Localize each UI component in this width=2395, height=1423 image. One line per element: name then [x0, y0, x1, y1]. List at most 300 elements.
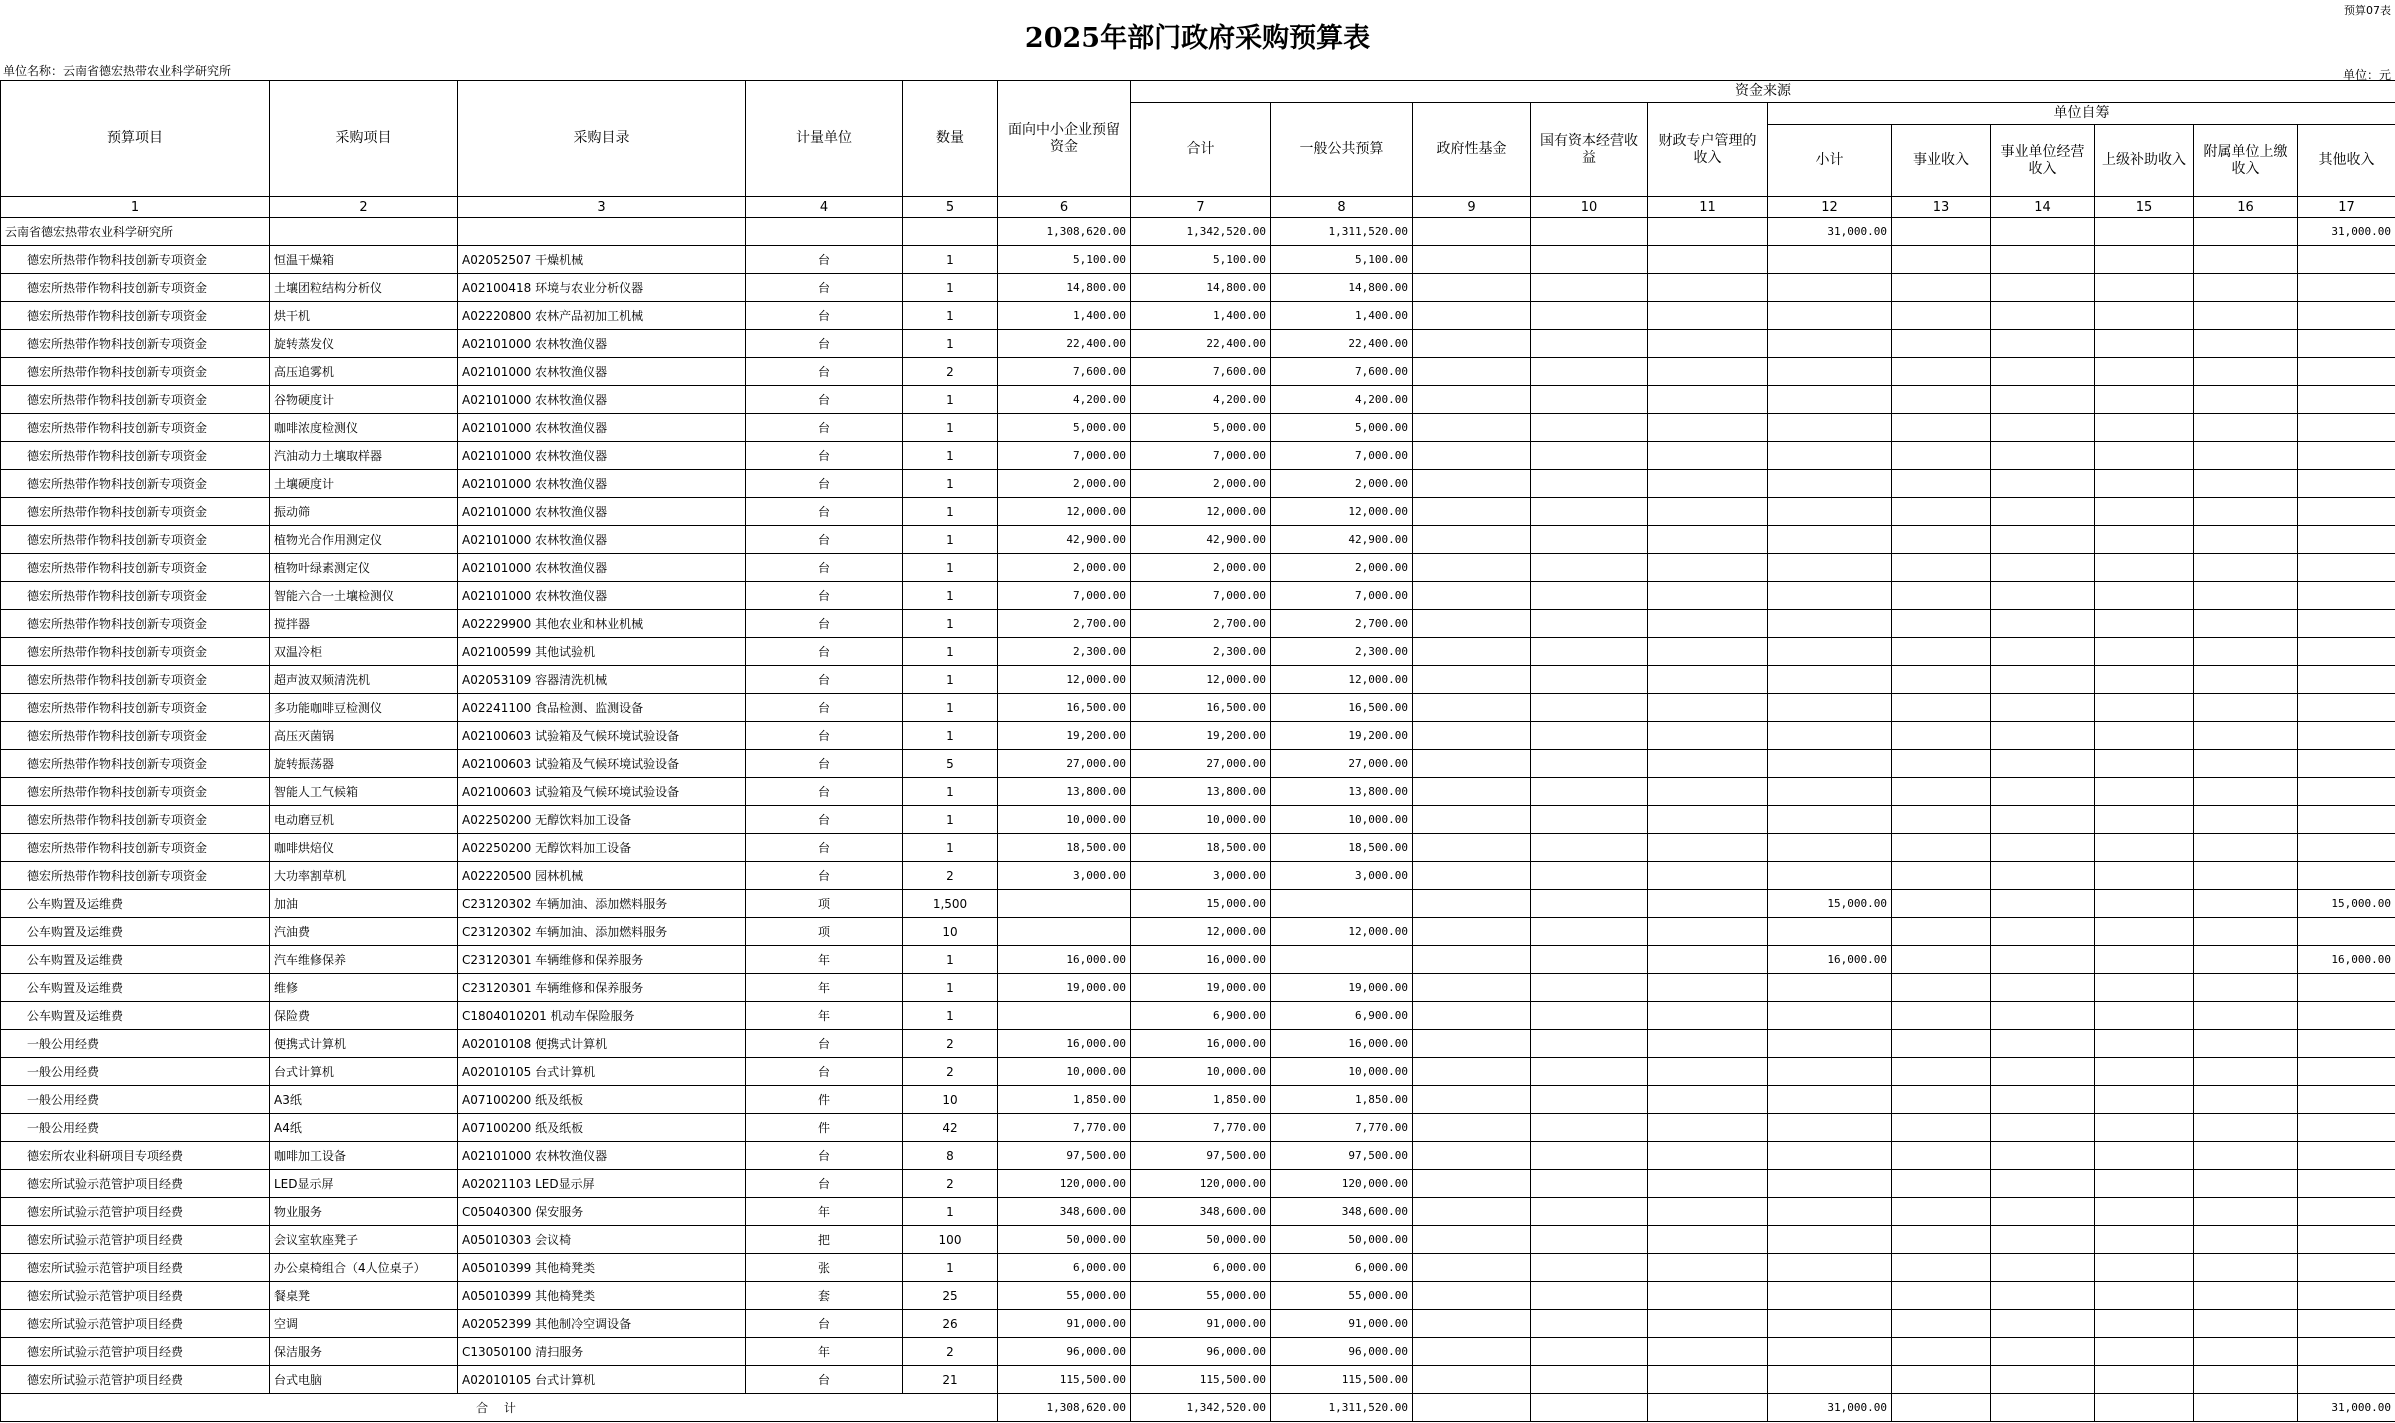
header-catalog: 采购目录 [458, 81, 746, 197]
general-budget-cell: 91,000.00 [1271, 1310, 1413, 1338]
other-income-cell [2298, 1058, 2395, 1086]
sme-cell: 7,600.00 [998, 358, 1131, 386]
purchase-item-cell: 智能人工气候箱 [270, 778, 458, 806]
sme-cell: 120,000.00 [998, 1170, 1131, 1198]
general-budget-cell: 19,000.00 [1271, 974, 1413, 1002]
catalog-cell: A05010303 会议椅 [458, 1226, 746, 1254]
catalog-cell: A02101000 农林牧渔仪器 [458, 330, 746, 358]
other-income-cell [2298, 918, 2395, 946]
catalog-cell: C13050100 清扫服务 [458, 1338, 746, 1366]
budget-item-cell: 德宏所热带作物科技创新专项资金 [1, 582, 270, 610]
sme-cell: 16,500.00 [998, 694, 1131, 722]
purchase-item-cell: 汽车维修保养 [270, 946, 458, 974]
table-row [1, 442, 2395, 470]
subtotal-cell [1768, 1086, 1892, 1114]
table-row [1, 862, 2395, 890]
column-number: 7 [1131, 197, 1271, 218]
other-income-cell [2298, 1086, 2395, 1114]
quantity-cell: 1 [903, 526, 998, 554]
unit-cell: 件 [746, 1114, 903, 1142]
general-budget-cell: 18,500.00 [1271, 834, 1413, 862]
subtotal-cell [1768, 1030, 1892, 1058]
table-row [1, 470, 2395, 498]
subtotal-cell [1768, 386, 1892, 414]
quantity-cell: 1 [903, 638, 998, 666]
unit-cell: 台 [746, 414, 903, 442]
total-cell: 10,000.00 [1131, 1058, 1271, 1086]
total-cell: 50,000.00 [1131, 1226, 1271, 1254]
sme-cell: 6,000.00 [998, 1254, 1131, 1282]
purchase-item-cell: 土壤团粒结构分析仪 [270, 274, 458, 302]
subtotal-cell [1768, 1198, 1892, 1226]
budget-item-cell: 德宏所热带作物科技创新专项资金 [1, 498, 270, 526]
sme-cell: 91,000.00 [998, 1310, 1131, 1338]
sme-cell: 10,000.00 [998, 806, 1131, 834]
subtotal-cell [1768, 330, 1892, 358]
other-income-cell [2298, 302, 2395, 330]
table-row [1, 274, 2395, 302]
table-row [1, 1198, 2395, 1226]
budget-item-cell: 德宏所试验示范管护项目经费 [1, 1282, 270, 1310]
quantity-cell: 1 [903, 834, 998, 862]
quantity-cell: 1 [903, 274, 998, 302]
table-row [1, 302, 2395, 330]
general-budget-cell: 2,000.00 [1271, 470, 1413, 498]
catalog-cell: A02229900 其他农业和林业机械 [458, 610, 746, 638]
unit-cell: 台 [746, 638, 903, 666]
unit-cell: 年 [746, 974, 903, 1002]
purchase-item-cell: 多功能咖啡豆检测仪 [270, 694, 458, 722]
other-income-cell [2298, 722, 2395, 750]
catalog-cell: A02100599 其他试验机 [458, 638, 746, 666]
column-number: 3 [458, 197, 746, 218]
budget-item-cell: 德宏所热带作物科技创新专项资金 [1, 358, 270, 386]
catalog-cell: A02250200 无醇饮料加工设备 [458, 806, 746, 834]
general-budget-cell: 7,000.00 [1271, 582, 1413, 610]
catalog-cell: A02100603 试验箱及气候环境试验设备 [458, 722, 746, 750]
total-row [1, 1394, 2395, 1422]
column-number: 11 [1648, 197, 1768, 218]
subtotal-cell [1768, 638, 1892, 666]
quantity-cell: 1 [903, 610, 998, 638]
sme-cell: 4,200.00 [998, 386, 1131, 414]
total-cell: 12,000.00 [1131, 498, 1271, 526]
general-budget-cell: 1,850.00 [1271, 1086, 1413, 1114]
currency-unit-label: 单位：元 [2342, 68, 2391, 82]
header-funding-source: 资金来源 [1131, 81, 2395, 103]
sme-cell: 5,000.00 [998, 414, 1131, 442]
table-row [1, 1366, 2395, 1394]
total-cell: 18,500.00 [1131, 834, 1271, 862]
quantity-cell: 1 [903, 414, 998, 442]
budget-item-cell: 德宏所热带作物科技创新专项资金 [1, 246, 270, 274]
purchase-item-cell: 烘干机 [270, 302, 458, 330]
budget-item-cell: 一般公用经费 [1, 1086, 270, 1114]
total-cell: 19,000.00 [1131, 974, 1271, 1002]
total-subtotal: 31,000.00 [1768, 1394, 1892, 1422]
catalog-cell: A02250200 无醇饮料加工设备 [458, 834, 746, 862]
column-number: 13 [1892, 197, 1991, 218]
org-subtotal: 31,000.00 [1768, 218, 1892, 246]
total-cell: 16,000.00 [1131, 946, 1271, 974]
catalog-cell: A02010105 台式计算机 [458, 1058, 746, 1086]
purchase-item-cell: 咖啡加工设备 [270, 1142, 458, 1170]
unit-cell: 把 [746, 1226, 903, 1254]
org-sme: 1,308,620.00 [998, 218, 1131, 246]
budget-item-cell: 一般公用经费 [1, 1114, 270, 1142]
column-number: 6 [998, 197, 1131, 218]
general-budget-cell: 14,800.00 [1271, 274, 1413, 302]
total-cell: 22,400.00 [1131, 330, 1271, 358]
catalog-cell: A02052399 其他制冷空调设备 [458, 1310, 746, 1338]
total-label: 合 计 [1, 1394, 998, 1422]
subtotal-cell [1768, 1142, 1892, 1170]
unit-cell: 台 [746, 1142, 903, 1170]
total-cell: 4,200.00 [1131, 386, 1271, 414]
budget-item-cell: 德宏所热带作物科技创新专项资金 [1, 610, 270, 638]
header-special-fiscal: 财政专户管理的收入 [1648, 103, 1768, 197]
header-total: 合计 [1131, 103, 1271, 197]
quantity-cell: 1 [903, 946, 998, 974]
column-number: 5 [903, 197, 998, 218]
catalog-cell: A02101000 农林牧渔仪器 [458, 554, 746, 582]
other-income-cell [2298, 414, 2395, 442]
sme-cell: 7,000.00 [998, 442, 1131, 470]
purchase-item-cell: 物业服务 [270, 1198, 458, 1226]
general-budget-cell: 12,000.00 [1271, 918, 1413, 946]
subtotal-cell [1768, 750, 1892, 778]
quantity-cell: 1 [903, 974, 998, 1002]
purchase-item-cell: 加油 [270, 890, 458, 918]
other-income-cell: 15,000.00 [2298, 890, 2395, 918]
budget-item-cell: 德宏所热带作物科技创新专项资金 [1, 778, 270, 806]
total-cell: 16,000.00 [1131, 1030, 1271, 1058]
header-superior-subsidy: 上级补助收入 [2095, 125, 2194, 197]
budget-item-cell: 德宏所热带作物科技创新专项资金 [1, 666, 270, 694]
general-budget-cell: 115,500.00 [1271, 1366, 1413, 1394]
quantity-cell: 1 [903, 246, 998, 274]
quantity-cell: 1,500 [903, 890, 998, 918]
catalog-cell: A02100603 试验箱及气候环境试验设备 [458, 778, 746, 806]
catalog-cell: A02101000 农林牧渔仪器 [458, 386, 746, 414]
subtotal-cell [1768, 1058, 1892, 1086]
general-budget-cell: 50,000.00 [1271, 1226, 1413, 1254]
purchase-item-cell: 恒温干燥箱 [270, 246, 458, 274]
subtotal-cell [1768, 582, 1892, 610]
general-budget-cell: 27,000.00 [1271, 750, 1413, 778]
budget-item-cell: 德宏所试验示范管护项目经费 [1, 1198, 270, 1226]
quantity-cell: 1 [903, 498, 998, 526]
budget-item-cell: 德宏所热带作物科技创新专项资金 [1, 302, 270, 330]
general-budget-cell: 22,400.00 [1271, 330, 1413, 358]
purchase-item-cell: 台式计算机 [270, 1058, 458, 1086]
general-budget-cell: 4,200.00 [1271, 386, 1413, 414]
table-row [1, 750, 2395, 778]
total-cell: 42,900.00 [1131, 526, 1271, 554]
sme-cell: 1,850.00 [998, 1086, 1131, 1114]
quantity-cell: 1 [903, 330, 998, 358]
subtotal-cell [1768, 778, 1892, 806]
unit-cell: 台 [746, 862, 903, 890]
table-row [1, 890, 2395, 918]
other-income-cell [2298, 1282, 2395, 1310]
total-cell: 7,000.00 [1131, 442, 1271, 470]
unit-cell: 台 [746, 274, 903, 302]
subtotal-cell [1768, 1114, 1892, 1142]
unit-cell: 台 [746, 442, 903, 470]
other-income-cell [2298, 386, 2395, 414]
quantity-cell: 1 [903, 554, 998, 582]
unit-cell: 套 [746, 1282, 903, 1310]
table-row [1, 1086, 2395, 1114]
quantity-cell: 2 [903, 1058, 998, 1086]
subtotal-cell [1768, 1170, 1892, 1198]
column-number: 2 [270, 197, 458, 218]
total-cell: 14,800.00 [1131, 274, 1271, 302]
table-row [1, 1254, 2395, 1282]
total-cell: 5,100.00 [1131, 246, 1271, 274]
purchase-item-cell: 大功率割草机 [270, 862, 458, 890]
catalog-cell: A05010399 其他椅凳类 [458, 1282, 746, 1310]
purchase-item-cell: 旋转振荡器 [270, 750, 458, 778]
sme-cell: 27,000.00 [998, 750, 1131, 778]
purchase-item-cell: 台式电脑 [270, 1366, 458, 1394]
header-operating-income: 事业单位经营收入 [1991, 125, 2095, 197]
table-row [1, 386, 2395, 414]
general-budget-cell: 348,600.00 [1271, 1198, 1413, 1226]
purchase-item-cell: 智能六合一土壤检测仪 [270, 582, 458, 610]
catalog-cell: A02101000 农林牧渔仪器 [458, 1142, 746, 1170]
subtotal-cell [1768, 1226, 1892, 1254]
sme-cell: 2,000.00 [998, 470, 1131, 498]
unit-cell: 台 [746, 1058, 903, 1086]
subtotal-cell [1768, 498, 1892, 526]
sme-cell: 14,800.00 [998, 274, 1131, 302]
catalog-cell: A02021103 LED显示屏 [458, 1170, 746, 1198]
header-other-income: 其他收入 [2298, 125, 2395, 197]
subtotal-cell [1768, 806, 1892, 834]
general-budget-cell: 97,500.00 [1271, 1142, 1413, 1170]
catalog-cell: C23120302 车辆加油、添加燃料服务 [458, 918, 746, 946]
purchase-item-cell: 谷物硬度计 [270, 386, 458, 414]
general-budget-cell: 16,500.00 [1271, 694, 1413, 722]
sme-cell: 12,000.00 [998, 666, 1131, 694]
table-row [1, 1310, 2395, 1338]
header-quantity: 数量 [903, 81, 998, 197]
total-cell: 1,400.00 [1131, 302, 1271, 330]
catalog-cell: C05040300 保安服务 [458, 1198, 746, 1226]
quantity-cell: 26 [903, 1310, 998, 1338]
table-row [1, 694, 2395, 722]
catalog-cell: A05010399 其他椅凳类 [458, 1254, 746, 1282]
subtotal-cell [1768, 666, 1892, 694]
catalog-cell: A02101000 农林牧渔仪器 [458, 498, 746, 526]
sme-cell: 5,100.00 [998, 246, 1131, 274]
quantity-cell: 25 [903, 1282, 998, 1310]
subtotal-cell [1768, 526, 1892, 554]
column-number: 1 [1, 197, 270, 218]
catalog-cell: C1804010201 机动车保险服务 [458, 1002, 746, 1030]
unit-cell: 台 [746, 722, 903, 750]
table-row [1, 918, 2395, 946]
sme-cell: 50,000.00 [998, 1226, 1131, 1254]
other-income-cell [2298, 1366, 2395, 1394]
sme-cell [998, 890, 1131, 918]
quantity-cell: 1 [903, 722, 998, 750]
budget-item-cell: 德宏所试验示范管护项目经费 [1, 1338, 270, 1366]
subtotal-cell [1768, 974, 1892, 1002]
general-budget-cell: 3,000.00 [1271, 862, 1413, 890]
header-business-income: 事业收入 [1892, 125, 1991, 197]
budget-item-cell: 德宏所热带作物科技创新专项资金 [1, 414, 270, 442]
column-number: 4 [746, 197, 903, 218]
catalog-cell: A02101000 农林牧渔仪器 [458, 526, 746, 554]
total-cell: 2,700.00 [1131, 610, 1271, 638]
purchase-item-cell: 振动筛 [270, 498, 458, 526]
budget-item-cell: 公车购置及运维费 [1, 974, 270, 1002]
subtotal-cell [1768, 722, 1892, 750]
table-row [1, 722, 2395, 750]
total-cell: 19,200.00 [1131, 722, 1271, 750]
unit-cell: 台 [746, 750, 903, 778]
total-cell: 7,770.00 [1131, 1114, 1271, 1142]
catalog-cell: A02010108 便携式计算机 [458, 1030, 746, 1058]
subtotal-cell [1768, 862, 1892, 890]
other-income-cell [2298, 750, 2395, 778]
catalog-cell: A02220500 园林机械 [458, 862, 746, 890]
other-income-cell [2298, 610, 2395, 638]
catalog-cell: A02241100 食品检测、监测设备 [458, 694, 746, 722]
quantity-cell: 1 [903, 442, 998, 470]
quantity-cell: 1 [903, 694, 998, 722]
table-row [1, 806, 2395, 834]
subtotal-cell [1768, 1310, 1892, 1338]
table-row [1, 498, 2395, 526]
catalog-cell: C23120301 车辆维修和保养服务 [458, 974, 746, 1002]
purchase-item-cell: 维修 [270, 974, 458, 1002]
general-budget-cell: 1,400.00 [1271, 302, 1413, 330]
page-title: 2025年部门政府采购预算表 [1024, 23, 1371, 54]
purchase-item-cell: 办公桌椅组合（4人位桌子） [270, 1254, 458, 1282]
budget-item-cell: 德宏所热带作物科技创新专项资金 [1, 722, 270, 750]
budget-item-cell: 德宏所热带作物科技创新专项资金 [1, 386, 270, 414]
purchase-item-cell: 旋转蒸发仪 [270, 330, 458, 358]
sme-cell: 19,200.00 [998, 722, 1131, 750]
unit-cell: 年 [746, 1002, 903, 1030]
quantity-cell: 10 [903, 1086, 998, 1114]
subtotal-cell [1768, 442, 1892, 470]
header-self-raised: 单位自筹 [1768, 103, 2395, 125]
column-number: 12 [1768, 197, 1892, 218]
catalog-cell: A02053109 容器清洗机械 [458, 666, 746, 694]
quantity-cell: 1 [903, 302, 998, 330]
subtotal-cell [1768, 274, 1892, 302]
general-budget-cell: 2,700.00 [1271, 610, 1413, 638]
general-budget-cell: 12,000.00 [1271, 498, 1413, 526]
other-income-cell [2298, 694, 2395, 722]
table-row [1, 1030, 2395, 1058]
purchase-item-cell: 会议室软座凳子 [270, 1226, 458, 1254]
budget-item-cell: 德宏所热带作物科技创新专项资金 [1, 526, 270, 554]
unit-cell: 台 [746, 386, 903, 414]
unit-cell: 台 [746, 1170, 903, 1198]
header-general-budget: 一般公共预算 [1271, 103, 1413, 197]
quantity-cell: 1 [903, 1198, 998, 1226]
quantity-cell: 8 [903, 1142, 998, 1170]
general-budget-cell: 10,000.00 [1271, 1058, 1413, 1086]
sme-cell: 16,000.00 [998, 1030, 1131, 1058]
budget-item-cell: 德宏所试验示范管护项目经费 [1, 1366, 270, 1394]
catalog-cell: A02100603 试验箱及气候环境试验设备 [458, 750, 746, 778]
total-cell: 10,000.00 [1131, 806, 1271, 834]
other-income-cell [2298, 1030, 2395, 1058]
general-budget-cell: 6,000.00 [1271, 1254, 1413, 1282]
table-row [1, 1114, 2395, 1142]
subtotal-cell [1768, 834, 1892, 862]
subtotal-cell [1768, 1254, 1892, 1282]
column-number: 17 [2298, 197, 2395, 218]
column-number: 10 [1531, 197, 1648, 218]
quantity-cell: 1 [903, 470, 998, 498]
catalog-cell: A02101000 农林牧渔仪器 [458, 442, 746, 470]
subtotal-cell [1768, 610, 1892, 638]
table-row [1, 554, 2395, 582]
budget-item-cell: 德宏所试验示范管护项目经费 [1, 1170, 270, 1198]
purchase-item-cell: 咖啡浓度检测仪 [270, 414, 458, 442]
header-state-capital: 国有资本经营收益 [1531, 103, 1648, 197]
sme-cell: 115,500.00 [998, 1366, 1131, 1394]
sme-cell: 22,400.00 [998, 330, 1131, 358]
budget-item-cell: 德宏所热带作物科技创新专项资金 [1, 806, 270, 834]
table-row [1, 1002, 2395, 1030]
other-income-cell [2298, 470, 2395, 498]
budget-item-cell: 德宏所试验示范管护项目经费 [1, 1254, 270, 1282]
header-purchase-item: 采购项目 [270, 81, 458, 197]
sme-cell [998, 918, 1131, 946]
purchase-item-cell: 空调 [270, 1310, 458, 1338]
subtotal-cell [1768, 1282, 1892, 1310]
header-gov-fund: 政府性基金 [1413, 103, 1531, 197]
table-row [1, 1170, 2395, 1198]
purchase-item-cell: LED显示屏 [270, 1170, 458, 1198]
purchase-item-cell: 汽油费 [270, 918, 458, 946]
sme-cell: 2,000.00 [998, 554, 1131, 582]
unit-cell: 台 [746, 246, 903, 274]
general-budget-cell: 2,000.00 [1271, 554, 1413, 582]
unit-cell: 年 [746, 1338, 903, 1366]
subtotal-cell: 16,000.00 [1768, 946, 1892, 974]
other-income-cell [2298, 974, 2395, 1002]
other-income-cell [2298, 554, 2395, 582]
catalog-cell: A07100200 纸及纸板 [458, 1114, 746, 1142]
sme-cell: 16,000.00 [998, 946, 1131, 974]
subtotal-cell: 15,000.00 [1768, 890, 1892, 918]
total-cell: 12,000.00 [1131, 918, 1271, 946]
purchase-item-cell: A3纸 [270, 1086, 458, 1114]
general-budget-cell: 7,600.00 [1271, 358, 1413, 386]
total-cell: 1,850.00 [1131, 1086, 1271, 1114]
subtotal-cell [1768, 918, 1892, 946]
catalog-cell: A02220800 农林产品初加工机械 [458, 302, 746, 330]
purchase-item-cell: 超声波双频清洗机 [270, 666, 458, 694]
table-row [1, 610, 2395, 638]
general-budget-cell: 6,900.00 [1271, 1002, 1413, 1030]
column-number: 15 [2095, 197, 2194, 218]
total-cell: 6,900.00 [1131, 1002, 1271, 1030]
total-cell: 120,000.00 [1131, 1170, 1271, 1198]
other-income-cell [2298, 862, 2395, 890]
unit-cell: 台 [746, 694, 903, 722]
